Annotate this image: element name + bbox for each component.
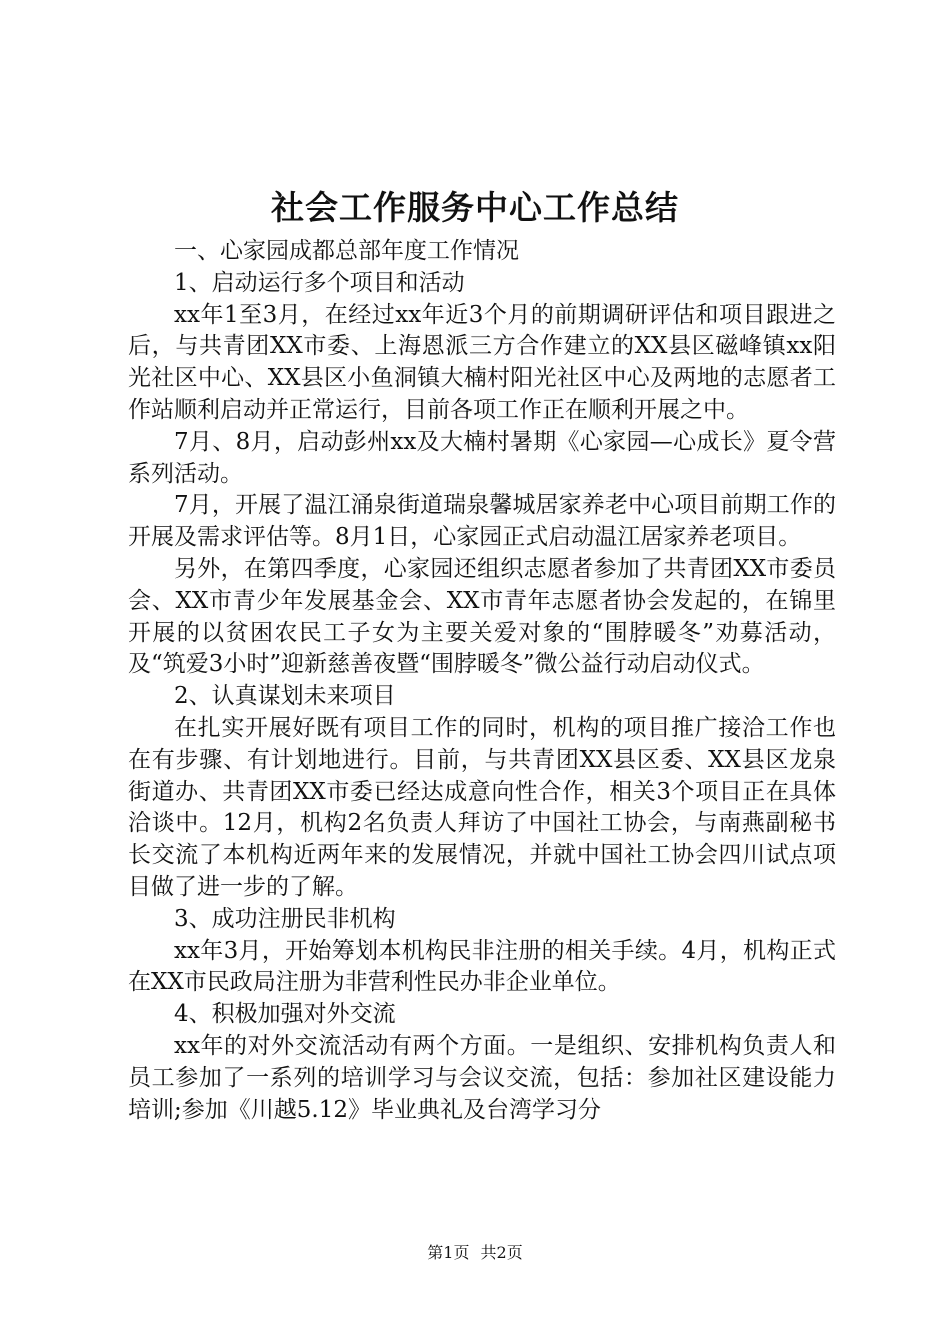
page-footer [0,1242,950,1264]
subsection-heading: 3、成功注册民非机构 [174,905,396,932]
paragraph: xx年3月，开始筹划本机构民非注册的相关手续。4月，机构正式在XX市民政局注册为非营利性民办非企业单位。 [128,937,836,996]
section-heading: 一、心家园成都总部年度工作情况 [174,238,519,264]
page-number: 第1页 [427,1243,470,1262]
paragraph: xx年1至3月，在经过xx年近3个月的前期调研评估和项目跟进之后，与共青团XX市委、上海恩派三方合作建立的XX县区磁峰镇xx阳光社区中心、XX县区小鱼洞镇大楠村阳光社区中心及两地的志愿者工作站顺利启动并正常运行，目前各项工作正在顺利开展之中。 [128,301,836,423]
paragraph: 另外，在第四季度，心家园还组织志愿者参加了共青团XX市委员会、XX市青少年发展基金会、XX市青年志愿者协会发起的，在锦里开展的以贫困农民工子女为主要关爱对象的“围脖暖冬”劝募活动，及“筑爱3小时”迎新慈善夜暨“围脖暖冬”微公益行动启动仪式。 [128,555,836,678]
paragraph: xx年的对外交流活动有两个方面。一是组织、安排机构负责人和员工参加了一系列的培训学习与会议交流，包括：参加社区建设能力培训;参加《川越5.12》毕业典礼及台湾学习分 [128,1032,836,1123]
paragraph: 在扎实开展好既有项目工作的同时，机构的项目推广接洽工作也在有步骤、有计划地进行。目前，与共青团XX县区委、XX县区龙泉街道办、共青团XX市委已经达成意向性合作，相关3个项目正在具体洽谈中。12月，机构2名负责人拜访了中国社工协会，与南燕副秘书长交流了本机构近两年来的发展情况，并就中国社工协会四川试点项目做了进一步的了解。 [128,714,836,900]
paragraph: 7月、8月，启动彭州xx及大楠村暑期《心家园—心成长》夏令营系列活动。 [128,428,836,487]
page-total: 共2页 [480,1243,523,1262]
subsection-heading: 2、认真谋划未来项目 [174,683,396,710]
document-body [128,236,836,1126]
paragraph: 7月，开展了温江涌泉街道瑞泉馨城居家养老中心项目前期工作的开展及需求评估等。8月1日，心家园正式启动温江居家养老项目。 [128,492,836,551]
subsection-heading: 4、积极加强对外交流 [174,1001,396,1028]
subsection-heading: 1、启动运行多个项目和活动 [174,269,465,296]
document-title: 社会工作服务中心工作总结 [271,188,679,227]
